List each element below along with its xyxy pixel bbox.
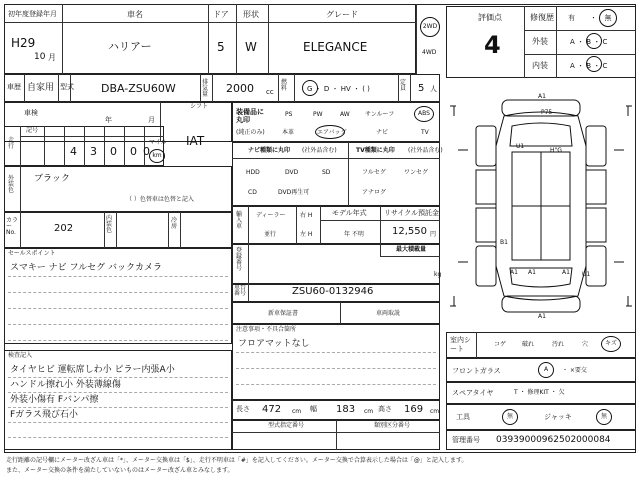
footer-line-2: また、メーター交換の条件を満たしていないものはメーター改ざん車とみなします。 — [6, 467, 234, 474]
mark-a1-bottom: A1 — [528, 269, 536, 276]
mileage-digit-2: 3 — [90, 145, 97, 158]
height: 169 — [404, 404, 424, 415]
length: 472 — [262, 404, 282, 415]
mileage-digit-5: 0 — [143, 145, 150, 158]
import-label: 輸入車 — [236, 211, 243, 230]
front-glass-label: フロントガラス — [452, 367, 501, 375]
color-no-value: 202 — [54, 223, 74, 234]
equipment-sub-label: (純正のみ) — [236, 129, 265, 136]
navi-label-note: (社外品含む) — [302, 147, 337, 154]
inspection-label: 車検 — [24, 109, 38, 117]
equip-navi: ナビ — [376, 129, 389, 136]
mileage-label: 走行 — [8, 137, 15, 150]
inspector-line-3: 外装小傷有 Fバンパ擦 — [10, 395, 99, 405]
interior-b-circle — [586, 56, 602, 72]
equip-ps: PS — [285, 111, 293, 118]
length-cm: cm — [292, 408, 302, 415]
interior-seat-label: 室内シート — [450, 336, 471, 354]
shift: IAT — [186, 134, 205, 148]
front-glass-x: ・ ×要交 — [562, 367, 587, 374]
mileage-unit-mile: マイル — [149, 139, 167, 146]
shape: W — [245, 40, 257, 54]
mileage-unit-km: km — [152, 152, 162, 159]
model-year-label: モデル年式 — [332, 209, 367, 217]
notes-label: 注意事項・不具合箇所 — [236, 326, 297, 333]
equip-abs-circle — [414, 106, 434, 122]
equip-aw: AW — [340, 111, 350, 118]
notes-box — [232, 324, 440, 400]
drive-4wd: 4WD — [422, 49, 437, 56]
inspector-line-2: ハンドル擦れ小 外装薄線傷 — [10, 380, 121, 390]
interior-options: A ・ B ・ C — [570, 62, 608, 70]
width: 183 — [336, 404, 356, 415]
first-reg-month-unit: 月 — [48, 53, 56, 62]
repair-no-circle — [599, 9, 617, 27]
inspector-label: 検査記入 — [8, 352, 33, 359]
notes-text: フロアマットなし — [238, 339, 310, 349]
import-right: 右 H — [300, 212, 313, 219]
width-cm: cm — [364, 408, 374, 415]
tv-label-note: (社外品含む) — [408, 147, 443, 154]
model: DBA-ZSU60W — [101, 82, 176, 95]
tools-value: 無 — [506, 413, 513, 420]
navi-dvd-play: DVD再生可 — [278, 189, 310, 196]
exterior-label: 外装 — [532, 37, 548, 46]
navi-hdd: HDD — [246, 169, 260, 176]
mileage-digit-1: 4 — [70, 145, 77, 158]
exterior-color-note: （ ）色替車は色替と記入 — [126, 196, 194, 203]
front-glass-a-circle — [538, 362, 554, 378]
width-label: 幅 — [310, 405, 317, 413]
inspector-line-1: タイヤヒビ 運転席しわ小 ピラー内張A小 — [10, 365, 175, 375]
mark-hg: H"G — [550, 147, 562, 154]
doors: 5 — [217, 40, 225, 54]
front-glass-a: A — [543, 366, 549, 373]
exterior-b-circle — [586, 33, 602, 49]
mileage-small-label: 記号 — [26, 127, 39, 134]
navi-sd: SD — [322, 169, 331, 176]
mark-u1: U1 — [516, 143, 525, 150]
equip-airbag: エアバッグ — [317, 129, 347, 136]
fuel-options: G ・ D ・ HV ・ ( ) — [307, 85, 370, 93]
class-label: 類別区分番号 — [374, 422, 411, 429]
navi-label: ナビ種類に丸印 — [248, 147, 291, 154]
repair-label: 修復歴 — [530, 13, 554, 22]
mileage-digit-3: 0 — [110, 145, 117, 158]
tools-label: 工具 — [456, 413, 470, 421]
model-year-value: 年 不明 — [344, 231, 364, 238]
equipment-label: 装備品に丸印 — [236, 108, 264, 125]
seat-kizu: キズ — [605, 340, 617, 347]
inspector-line-4: Fガラス飛び石小 — [10, 410, 78, 420]
tv-label: TV種類に丸印 — [356, 147, 395, 154]
navi-dvd: DVD — [285, 169, 299, 176]
navi-cd: CD — [248, 189, 257, 196]
seat-yabure: 破れ — [522, 341, 535, 348]
management-label: 管理番号 — [452, 436, 480, 444]
spare-tire-options: T ・ 修理KIT ・ 欠 — [514, 389, 565, 396]
exterior-color-row — [4, 166, 232, 212]
mark-a1-top: A1 — [538, 93, 546, 100]
capacity-unit: 人 — [430, 85, 437, 93]
spare-tire-label: スペアタイヤ — [452, 389, 494, 397]
equip-sunroof: サンルーフ — [365, 111, 395, 118]
jack-label: ジャッキ — [544, 413, 572, 421]
exterior-options: A ・ B ・ C — [570, 38, 608, 46]
shape-label: 形状 — [243, 10, 259, 19]
jack-circle — [596, 409, 612, 425]
chassis-value: ZSU60-0132946 — [292, 286, 374, 297]
first-reg-year: H29 — [11, 36, 36, 50]
docs-box — [232, 302, 440, 324]
capacity: 5 — [418, 83, 425, 94]
max-load-label: 最大積載量 — [396, 246, 427, 253]
mark-a1-right: A1 — [562, 269, 570, 276]
score: 4 — [484, 31, 501, 59]
seat-koge: コゲ — [494, 341, 507, 348]
repair-dot: ・ — [590, 14, 597, 22]
door-label: ドア — [213, 10, 229, 19]
car-name-label: 車名 — [127, 10, 143, 19]
capacity-label: 定員 — [400, 79, 407, 92]
inspection-year-unit: 年 — [105, 116, 112, 124]
max-load-kg: kg — [434, 271, 442, 278]
model-label: 型式 — [60, 83, 74, 91]
chassis-label: 車台番号 — [234, 284, 247, 297]
tools-circle — [502, 409, 518, 425]
first-reg-month: 10 — [34, 52, 46, 62]
displacement: 2000 — [226, 82, 254, 95]
equip-pw: PW — [313, 111, 323, 118]
model-designation-label: 型式指定番号 — [268, 422, 305, 429]
color-no-label: カラーNo. — [6, 217, 19, 236]
score-label: 評価点 — [478, 13, 502, 22]
tv-analog: アナログ — [362, 189, 387, 196]
repair-yes: 有 — [568, 14, 575, 22]
seat-ana: 穴 — [582, 341, 589, 348]
recycle-label: リサイクル預託金 — [384, 209, 440, 217]
mark-u1-side: U1 — [582, 271, 591, 278]
color-recycle-label: 冷房 — [171, 217, 178, 230]
usage: 自家用 — [27, 83, 55, 93]
equip-tv: TV — [421, 129, 429, 136]
jack-value: 無 — [600, 413, 607, 420]
doc-new-car-warranty: 新車保証書 — [268, 310, 299, 317]
recycle-value: 12,550 — [392, 226, 427, 237]
grade-label: グレード — [326, 10, 358, 19]
tv-oneseg: ワンセグ — [404, 169, 429, 176]
equip-abs: ABS — [418, 110, 430, 117]
car-name: ハリアー — [108, 40, 152, 53]
seat-kizu-circle — [601, 336, 621, 352]
footer-line-1: 走行距離の記号欄にメーター改ざん車は「*」、メーター交換車は「$」、走行不明車は「#」を記入してください。メーター交換で合算表示した場合は「@」と記入します。 — [6, 457, 468, 464]
equip-leather: 本革 — [282, 129, 295, 136]
first-reg-label: 初年度登録年月 — [8, 10, 57, 18]
import-dealer: ディーラー — [256, 212, 286, 219]
drive-2wd: 2WD — [422, 23, 438, 30]
cc-unit: cc — [266, 88, 274, 96]
import-parallel: 並行 — [264, 231, 277, 238]
mileage-km-circle — [149, 149, 165, 163]
sales-point-text: スマキー ナビ フルセグ バックカメラ — [10, 263, 163, 273]
mark-p75: P75 — [541, 109, 553, 116]
length-label: 長さ — [236, 405, 250, 413]
height-cm: cm — [430, 408, 440, 415]
mileage-digit-4: 0 — [130, 145, 137, 158]
color-interior-label: 内装色 — [106, 215, 113, 234]
seat-yogore: 汚れ — [552, 341, 565, 348]
mark-a1-left: A1 — [510, 269, 518, 276]
shift-label: シフト — [190, 103, 209, 110]
exterior-color-value: ブラック — [34, 174, 70, 184]
import-left: 左 H — [300, 231, 313, 238]
mark-a1-bottom2: A1 — [538, 313, 546, 320]
registration-label: 登録番号 — [236, 247, 243, 272]
drive-2wd-circle — [420, 17, 440, 37]
exterior-color-label: 外装色 — [8, 175, 15, 194]
grade: ELEGANCE — [303, 40, 368, 54]
usage-label: 車歴 — [7, 83, 21, 91]
inspection-month-unit: 月 — [148, 116, 155, 124]
tv-fullseg: フルセグ — [362, 169, 386, 176]
car-damage-diagram — [446, 86, 636, 326]
mark-b1-left: B1 — [500, 239, 508, 246]
doc-manual: 車両取説 — [376, 310, 401, 317]
displacement-label: 排気量 — [202, 79, 209, 98]
fuel-label: 燃料 — [281, 79, 288, 92]
repair-no: 無 — [604, 13, 612, 22]
interior-label: 内装 — [532, 61, 548, 70]
height-label: 高さ — [378, 405, 392, 413]
recycle-yen: 円 — [430, 231, 437, 238]
color-no-row — [4, 212, 232, 248]
sales-point-label: セールスポイント — [8, 250, 56, 257]
management-value: 03939000962502000084 — [496, 435, 611, 445]
